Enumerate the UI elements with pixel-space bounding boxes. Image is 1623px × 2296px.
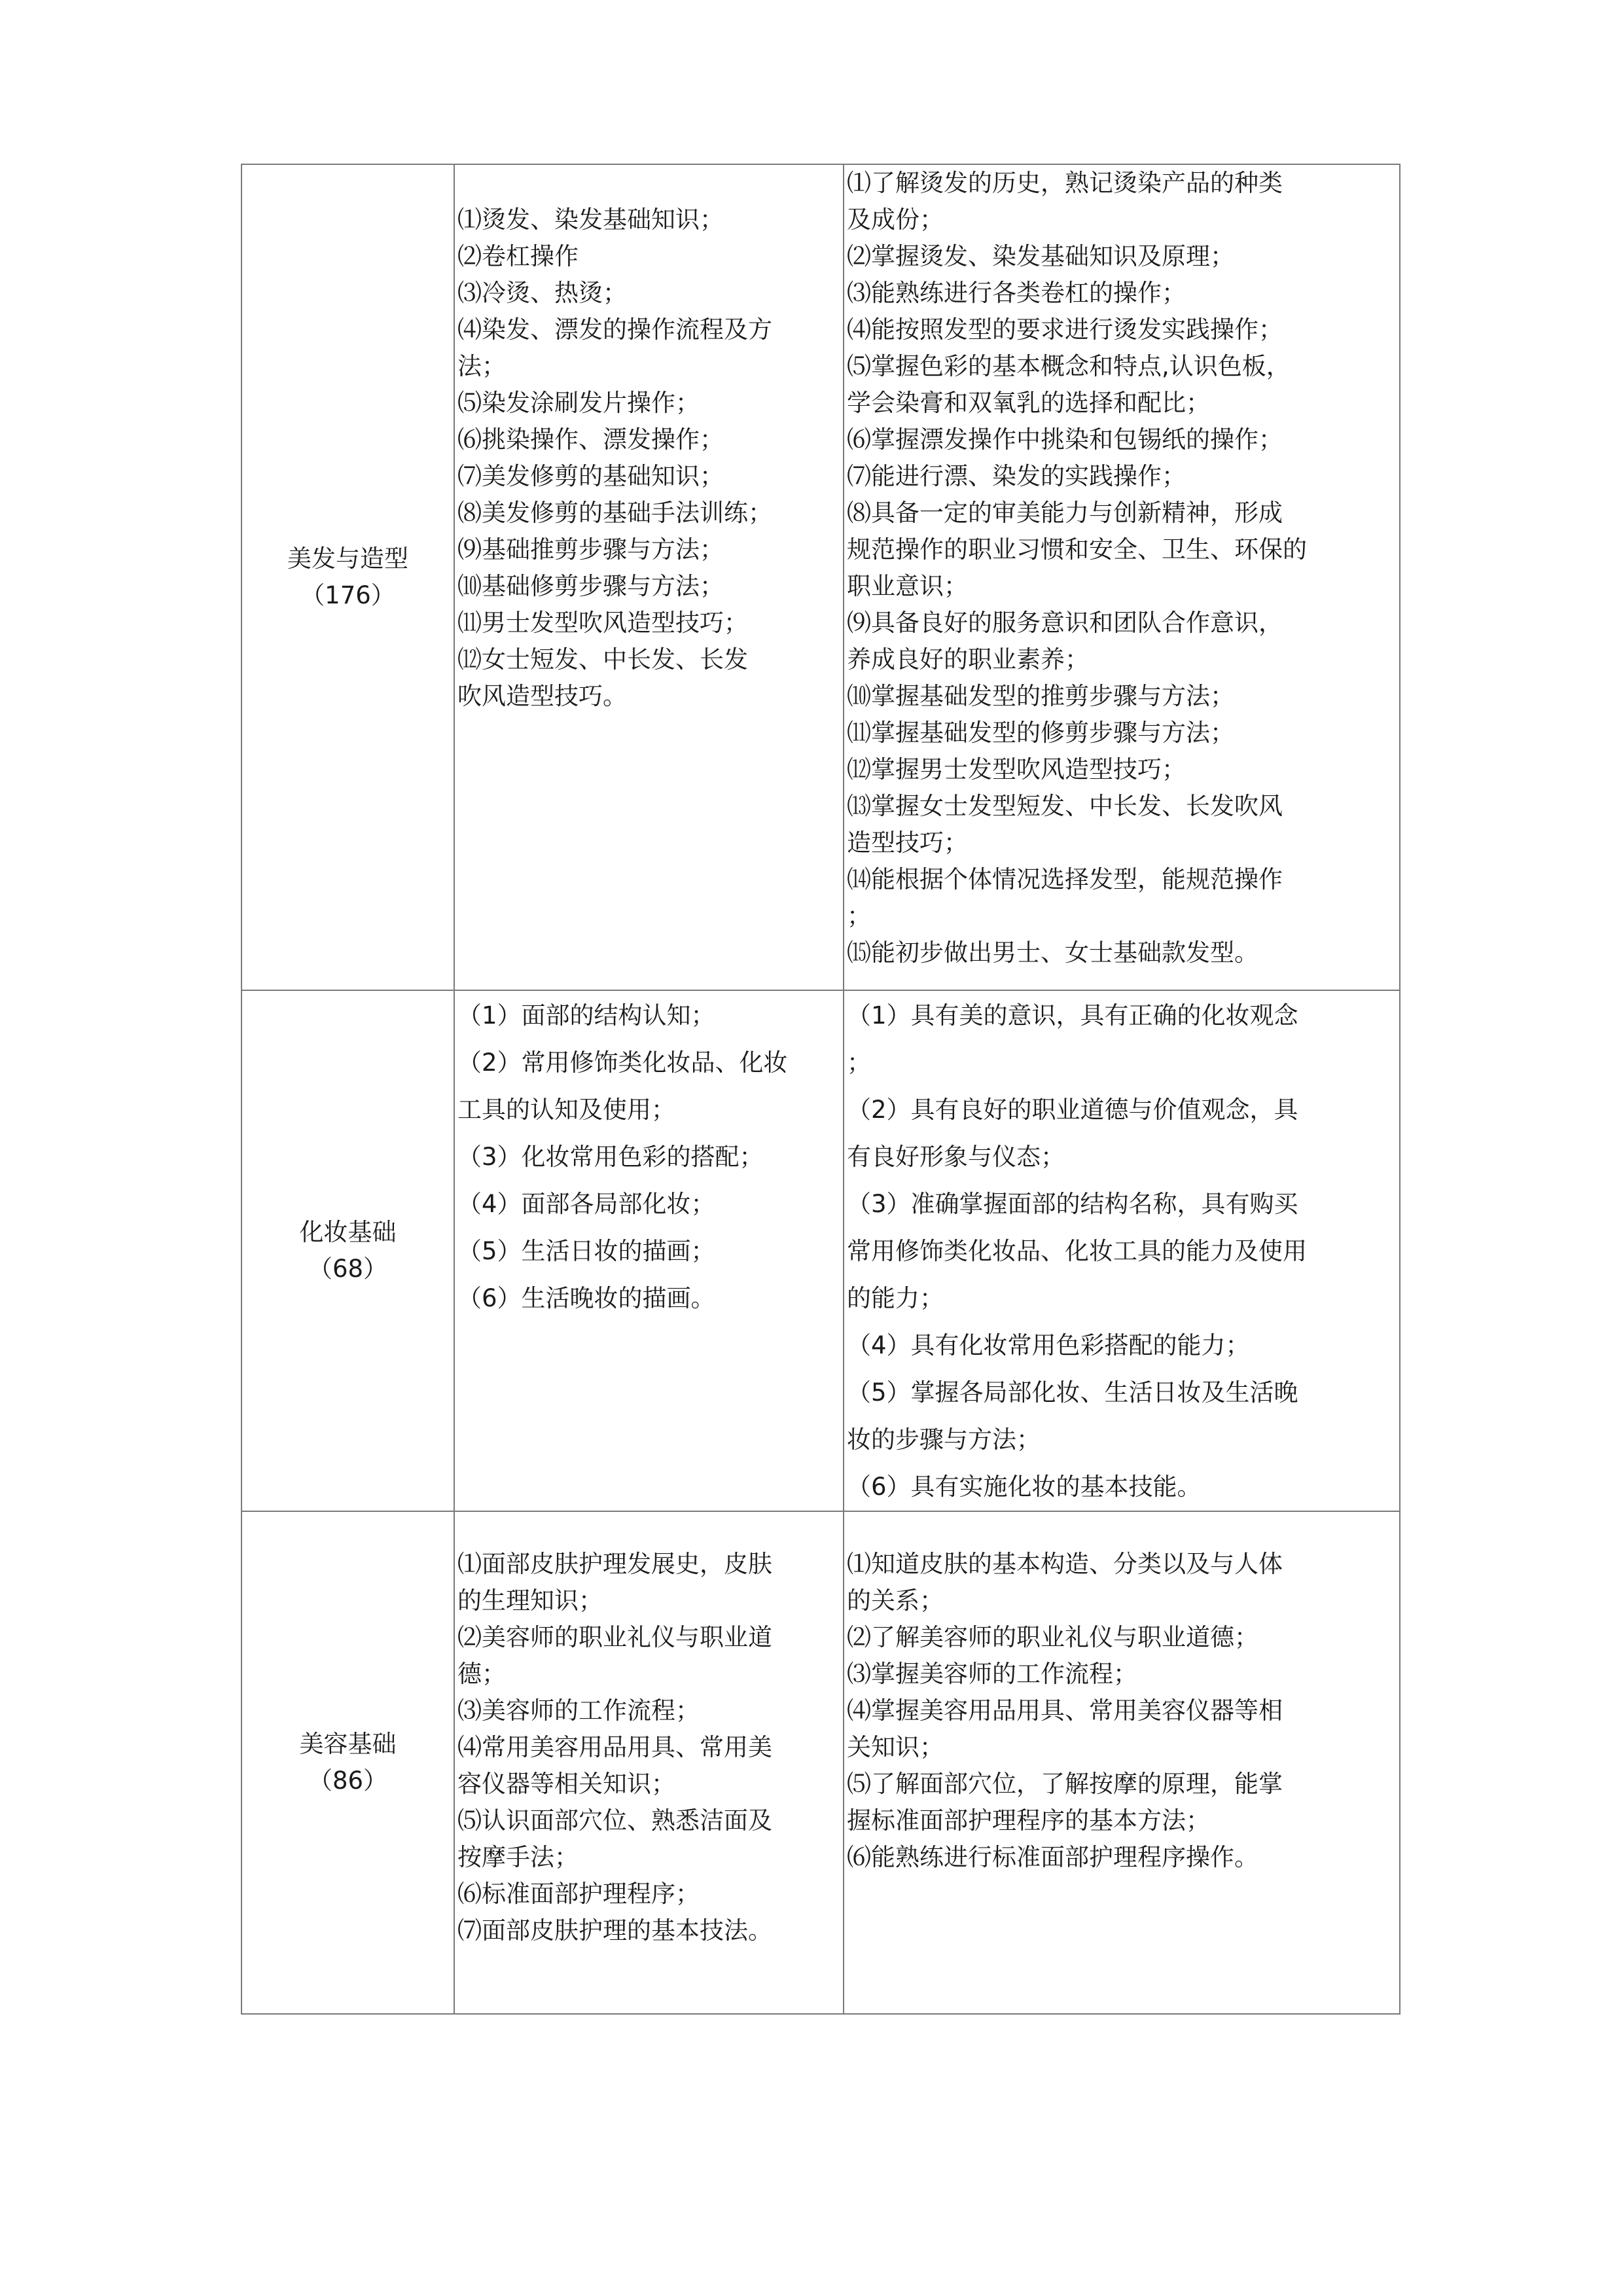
text-line: 的关系；	[847, 1587, 944, 1615]
course-content-list	[455, 165, 843, 715]
course-name: 化妆基础	[299, 1218, 397, 1246]
text-line: ⑵美容师的职业礼仪与职业道	[457, 1623, 772, 1651]
text-line: ⑽基础修剪步骤与方法；	[457, 572, 724, 600]
course-hours: （176）	[300, 581, 395, 609]
text-line: （1）面部的结构认知；	[457, 1001, 715, 1030]
text-line: ⑶掌握美容师的工作流程；	[847, 1660, 1137, 1688]
text-line: ；	[847, 1049, 871, 1077]
text-line: 学会染膏和双氧乳的选择和配比；	[847, 389, 1210, 417]
text-line: ⑿掌握男士发型吹风造型技巧；	[847, 755, 1186, 783]
course-content-cell	[454, 164, 844, 990]
course-name: 美容基础	[299, 1730, 397, 1758]
text-line: ⑸染发涂刷发片操作；	[457, 389, 700, 417]
text-line: 关知识；	[847, 1733, 944, 1761]
text-line: （6）具有实施化妆的基本技能。	[847, 1473, 1202, 1501]
text-line: ⑾男士发型吹风造型技巧；	[457, 609, 748, 637]
text-line: 按摩手法；	[457, 1843, 579, 1871]
course-name-cell	[241, 990, 454, 1511]
course-goals-list	[844, 1512, 1399, 1876]
text-line: ⒂能初步做出男士、女士基础款发型。	[847, 939, 1258, 967]
text-line: 职业意识；	[847, 572, 968, 600]
text-line: ⑽掌握基础发型的推剪步骤与方法；	[847, 682, 1234, 710]
course-goals-cell	[844, 1511, 1400, 2014]
text-line: ⑶冷烫、热烫；	[457, 279, 627, 307]
course-row-hairdressing	[241, 164, 1400, 990]
text-line: ⑷能按照发型的要求进行烫发实践操作；	[847, 315, 1283, 344]
text-line: （2）具有良好的职业道德与价值观念，具	[847, 1096, 1298, 1124]
course-goals-list	[844, 991, 1399, 1511]
course-content-list	[455, 991, 843, 1322]
text-line: 容仪器等相关知识；	[457, 1770, 675, 1798]
text-line: （4）面部各局部化妆；	[457, 1190, 715, 1218]
text-line: ⑷常用美容用品用具、常用美	[457, 1733, 772, 1761]
text-line: ⑹能熟练进行标准面部护理程序操作。	[847, 1843, 1258, 1871]
text-line: ⑸掌握色彩的基本概念和特点,认识色板，	[847, 352, 1291, 380]
text-line: ⑷染发、漂发的操作流程及方	[457, 315, 772, 344]
text-line: ⑻具备一定的审美能力与创新精神，形成	[847, 499, 1283, 527]
text-line: 法；	[457, 352, 506, 380]
course-content-cell	[454, 990, 844, 1511]
text-line: ⑸认识面部穴位、熟悉洁面及	[457, 1806, 772, 1835]
text-line: 妆的步骤与方法；	[847, 1426, 1041, 1454]
text-line: 的生理知识；	[457, 1587, 603, 1615]
text-line: （5）掌握各局部化妆、生活日妆及生活晚	[847, 1378, 1298, 1407]
course-name-cell	[241, 1511, 454, 2014]
text-line: ⑺能进行漂、染发的实践操作；	[847, 462, 1186, 490]
curriculum-table	[241, 164, 1400, 2015]
text-line: ⑹挑染操作、漂发操作；	[457, 425, 724, 454]
text-line: 造型技巧；	[847, 829, 968, 857]
text-line: ⑺面部皮肤护理的基本技法。	[457, 1916, 772, 1945]
text-line: ⑶美容师的工作流程；	[457, 1696, 700, 1725]
text-line: 工具的认知及使用；	[457, 1096, 675, 1124]
text-line: ⑼具备良好的服务意识和团队合作意识，	[847, 609, 1283, 637]
text-line: （6）生活晚妆的描画。	[457, 1284, 715, 1312]
course-goals-cell	[844, 164, 1400, 990]
text-line: ⑴面部皮肤护理发展史，皮肤	[457, 1550, 772, 1578]
text-line: ⒀掌握女士发型短发、中长发、长发吹风	[847, 792, 1283, 820]
text-line: （2）常用修饰类化妆品、化妆	[457, 1049, 788, 1077]
text-line: 握标准面部护理程序的基本方法；	[847, 1806, 1210, 1835]
text-line: ⑶能熟练进行各类卷杠的操作；	[847, 279, 1186, 307]
course-goals-list	[844, 165, 1399, 971]
text-line: ⑻美发修剪的基础手法训练；	[457, 499, 772, 527]
text-line: 及成份；	[847, 206, 944, 234]
course-content-cell	[454, 1511, 844, 2014]
text-line: 的能力；	[847, 1284, 944, 1312]
text-line: ⑺美发修剪的基础知识；	[457, 462, 724, 490]
course-name: 美发与造型	[287, 545, 408, 573]
text-line: 养成良好的职业素养；	[847, 645, 1089, 673]
course-name-cell	[241, 164, 454, 990]
course-goals-cell	[844, 990, 1400, 1511]
text-line: （4）具有化妆常用色彩搭配的能力；	[847, 1331, 1250, 1359]
text-line: ⑵掌握烫发、染发基础知识及原理；	[847, 242, 1234, 270]
text-line: ⑴知道皮肤的基本构造、分类以及与人体	[847, 1550, 1283, 1578]
text-line: ⑸了解面部穴位，了解按摩的原理，能掌	[847, 1770, 1283, 1798]
course-hours: （68）	[308, 1255, 388, 1283]
text-line: （5）生活日妆的描画；	[457, 1237, 715, 1265]
text-line: ⑿女士短发、中长发、长发	[457, 645, 748, 673]
text-line: ⑴烫发、染发基础知识；	[457, 206, 724, 234]
course-row-makeup	[241, 990, 1400, 1511]
text-line: ⑼基础推剪步骤与方法；	[457, 535, 724, 564]
text-line: ⑵了解美容师的职业礼仪与职业道德；	[847, 1623, 1258, 1651]
text-line: ⑵卷杠操作	[457, 242, 579, 270]
text-line: 规范操作的职业习惯和安全、卫生、环保的	[847, 535, 1307, 564]
course-hours: （86）	[308, 1767, 388, 1795]
text-line: ⒁能根据个体情况选择发型，能规范操作	[847, 865, 1283, 893]
text-line: （3）化妆常用色彩的搭配；	[457, 1143, 764, 1171]
course-content-list	[455, 1512, 843, 1949]
text-line: 吹风造型技巧。	[457, 682, 627, 710]
text-line: 有良好形象与仪态；	[847, 1143, 1065, 1171]
text-line: ⑹标准面部护理程序；	[457, 1880, 700, 1908]
text-line: 常用修饰类化妆品、化妆工具的能力及使用	[847, 1237, 1307, 1265]
text-line: ；	[847, 902, 871, 930]
text-line: ⑴了解烫发的历史，熟记烫染产品的种类	[847, 169, 1283, 197]
text-line: （3）准确掌握面部的结构名称，具有购买	[847, 1190, 1298, 1218]
course-row-beauty	[241, 1511, 1400, 2014]
text-line: （1）具有美的意识，具有正确的化妆观念	[847, 1001, 1298, 1030]
text-line: 德；	[457, 1660, 506, 1688]
text-line: ⑷掌握美容用品用具、常用美容仪器等相	[847, 1696, 1283, 1725]
text-line: ⑹掌握漂发操作中挑染和包锡纸的操作；	[847, 425, 1283, 454]
text-line: ⑾掌握基础发型的修剪步骤与方法；	[847, 719, 1234, 747]
